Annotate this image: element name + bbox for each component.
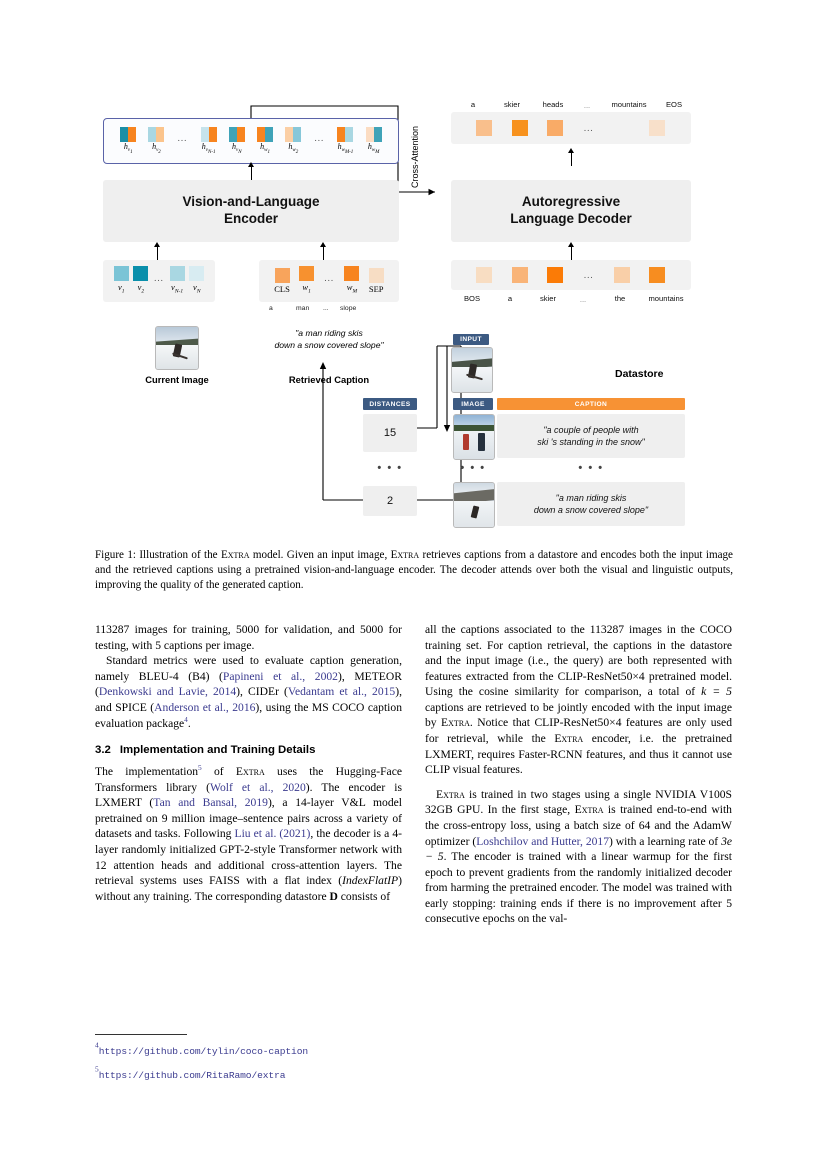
paragraph: 113287 images for training, 5000 for validation, and 5000 for testing, with 5 captions per image. [95,623,402,652]
token-swatch [614,120,630,136]
visual-tokens-arrow [157,246,158,260]
token-swatch [299,266,314,281]
encoder-output-label: $h_{v_2}$ [152,141,161,156]
caption-cell [497,482,685,526]
token-swatch [275,268,290,283]
input-badge: INPUT [453,334,489,345]
body-left-column [95,622,402,904]
citation-link[interactable]: Denkowski and Lavie, 2014 [98,685,237,699]
figure-caption-prefix: Figure 1: [95,549,136,561]
token-swatch [649,267,665,283]
encoder-output-label: $h_{w_1}$ [260,141,270,156]
datastore-image-thumbnail [453,482,495,528]
caption-line-2: down a snow covered slope" [533,505,649,515]
citation-link[interactable]: Liu et al. (2021) [234,827,311,841]
figure-caption: Figure 1: Illustration of the Extra model. Given an input image, Extra retrieves captions from a datastore and encodes both the input image and the retrieved captions using a pretrained vision-and-language encoder. The decoder attends over both the visual and linguistic outputs, improving the quality of the generated caption. [95,549,733,591]
token-label: $w_M$ [346,282,358,296]
decoder-output-token [476,120,492,136]
decoder-output-strip [451,112,691,144]
encoder-output-label: $h_{w_{M-1}}$ [337,141,354,156]
paragraph: Standard metrics were used to evaluate caption generation, namely BLEU-4 (B4) (Papineni et al., 2002), METEOR (Denkowski and Lavie, 2014), CIDEr (Vedantam et al., 2015), and SPICE (Anderson et al., 2016), using the MS COCO caption evaluation package$^4$. [95,654,402,731]
ellipsis-icon: ... [324,273,335,283]
token-swatch [649,120,665,136]
token-swatch [369,268,384,283]
caption-cell [497,414,685,458]
distance-cell: 15 [363,414,417,452]
footnote-4 [95,1038,402,1062]
decoder-input-token [547,267,563,283]
token-swatch [133,266,148,281]
retrieved-caption-line-1: "a man riding skis [295,328,363,338]
token-label: SEP [368,284,384,295]
paragraph: The implementation$^5$ of Extra uses the Hugging-Face Transformers library (Wolf et al., 2020). The encoder is LXMERT (Tan and Bansal, 2019), a 14-layer V&L model pretrained on 9 million image–sentence pairs across a variety of datasets and tasks. Following Liu et al. (2021), the decoder is a 4-layer randomly initialized GPT-2-style Transformer network with 12 attention heads and additional cross-attention layers. The retrieval systems uses FAISS with a flat index (IndexFlatIP) without any training. The corresponding datastore D consists of [95,763,402,903]
decoder-output-token [512,120,528,136]
ellipsis-icon: ... [583,123,594,133]
encoder-output-token [229,127,245,156]
decoder-input-word: a [507,294,513,303]
text-token-strip [259,260,399,302]
token-swatch [547,267,563,283]
decoder-output-token [649,120,665,136]
section-number: 3.2 [95,743,111,756]
text-token-word: man [296,305,310,312]
datastore-image-thumbnail [453,414,495,460]
visual-token [189,266,204,295]
text-token-word: a [269,305,273,312]
datastore-symbol: D [329,889,338,903]
encoder-output-label: $h_{w_M}$ [367,141,380,156]
text-token-word: slope [340,305,357,312]
text-token-word: ... [323,305,329,312]
footnote-number: 4 [95,1040,99,1050]
ellipsis-icon: • • • [460,462,486,474]
input-image-thumbnail [451,347,493,393]
decoder-input-word: mountains [648,294,684,303]
model-name: Extra [220,549,250,561]
token-swatch [170,266,185,281]
caption-line-1: "a man riding skis [555,492,627,503]
embedding-swatch [148,127,164,142]
ellipsis-icon: ... [579,295,587,304]
token-label: $v_2$ [137,282,145,296]
token-swatch [614,267,630,283]
caption-line-2: ski 's standing in the snow" [537,437,645,447]
decoder-output-word: EOS [665,100,683,109]
distance-cell: 2 [363,486,417,516]
ellipsis-icon: ... [154,273,164,283]
decoder-input-word: BOS [463,294,481,303]
text-token [344,266,359,295]
retrieved-caption-text [245,328,413,351]
token-label: $v_N$ [193,282,201,296]
decoder-input-word: the [614,294,626,303]
citation-link[interactable]: Wolf et al., 2020 [209,780,306,794]
retrieved-caption-line-2: down a snow covered slope" [274,339,384,350]
model-name: Extra [441,716,470,730]
decoder-to-output-arrow [571,152,572,166]
encoder-output-token [337,127,353,156]
citation-link[interactable]: Vedantam et al., 2015 [287,685,396,699]
math-inline: k = 5 [701,685,732,699]
decoder-input-token [476,267,492,283]
image-badge: IMAGE [453,398,493,410]
encoder-output-token [201,127,217,156]
decoder-output-word: skier [503,100,521,109]
embedding-swatch [366,127,382,142]
token-swatch [547,120,563,136]
token-swatch [189,266,204,281]
footnote-marker-5[interactable]: 5 [198,763,202,773]
token-label: $v_1$ [117,282,125,296]
footnote-url[interactable]: https://github.com/tylin/coco-caption [98,1046,309,1057]
embedding-swatch [257,127,273,142]
footnote-url[interactable]: https://github.com/RitaRamo/extra [98,1070,286,1081]
embedding-swatch [229,127,245,142]
footnote-number: 5 [95,1064,99,1074]
embedding-swatch [120,127,136,142]
section-title: Implementation and Training Details [119,743,316,756]
decoder-output-token [547,120,563,136]
embedding-swatch [201,127,217,142]
current-image-thumbnail [155,326,199,370]
ellipsis-icon: ... [583,270,594,280]
decoder-input-arrow [571,246,572,260]
token-swatch [512,267,528,283]
token-swatch [344,266,359,281]
decoder-title: Autoregressive Language Decoder [510,194,632,226]
token-label: $w_1$ [302,282,311,296]
footnote-rule [95,1034,187,1035]
caption-badge: CAPTION [497,398,685,410]
ellipsis-icon: ... [177,133,188,143]
ellipsis-icon: • • • [578,462,604,474]
model-name: Extra [235,765,265,779]
photo-person-left [463,434,469,450]
encoder-output-label: $h_{w_2}$ [288,141,299,156]
citation-link[interactable]: Papineni et al., 2002 [222,669,338,683]
embedding-swatch [285,127,301,142]
photo-person-right [478,433,485,451]
model-name: Extra [436,787,465,801]
token-swatch [114,266,129,281]
visual-token [114,266,129,295]
encoder-output-strip [103,118,399,164]
paragraph: Extra is trained in two stages using a single NVIDIA V100S 32GB GPU. In the first stage, Extra is trained end-to-end with the cross-entropy loss, using a batch size of 64 and the AdamW optimizer (Loshchilov and Hutter, 2017) with a learning rate of 3e − 5. The encoder is trained with a linear warmup for the first epoch to prevent gradients from the randomly initialized decoder from harming the pretrained encoder. The model was trained with early stopping: training ends if there is no improvement after 5 consecutive epochs on the val- [425,787,733,926]
decoder-output-token [614,120,630,136]
text-token [299,266,314,295]
encoder-output-token [257,127,273,156]
model-name: Extra [574,803,604,817]
paragraph: all the captions associated to the 113287 images in the COCO training set. For caption retrieval, the captions in the datastore and the input image (i.e., the query) are both represented with features extracted from the CLIP-ResNet50×4 pretrained model. Using the cosine similarity for comparison, a total of k = 5 captions are retrieved to be jointly encoded with the input image by Extra. Notice that CLIP-ResNet50×4 features are only used for retrieval, while the Extra encoder, i.e. the pretrained LXMERT, requires Faster-RCNN features, and thus it cannot use CLIP visual features. [425,623,732,777]
footnotes [95,1034,402,1086]
token-swatch [476,120,492,136]
math-inline: 3e − 5 [425,834,733,864]
encoder-title: Vision-and-Language Encoder [182,194,320,226]
decoder-output-word: heads [542,100,564,109]
embedding-swatch [337,127,353,142]
ellipsis-icon: ... [314,133,325,143]
visual-token-strip [103,260,215,302]
decoder-output-word: a [470,100,476,109]
encoder-to-output-arrow [251,166,252,180]
decoder-input-token [649,267,665,283]
encoder-output-token [120,127,136,156]
retrieved-caption-label: Retrieved Caption [288,374,370,385]
caption-cell-text [534,492,648,516]
text-token [274,268,290,294]
datastore-title: Datastore [615,368,664,380]
encoder-output-token [148,127,164,156]
decoder-input-strip [451,260,691,290]
caption-line-1: "a couple of people with [543,424,639,435]
citation-link[interactable]: Anderson et al., 2016 [154,700,256,714]
body-right-column [425,622,732,927]
vision-language-encoder-box [103,180,399,242]
token-swatch [476,267,492,283]
paragraph-gap [425,778,732,787]
footnote-marker-4[interactable]: 4 [184,715,188,725]
token-label: CLS [274,284,290,295]
ellipsis-icon: • • • [377,462,403,474]
model-name: Extra [390,549,420,561]
model-name: Extra [554,732,584,746]
decoder-input-token [614,267,630,283]
text-tokens-arrow [323,246,324,260]
figure-1-diagram [95,96,735,536]
autoregressive-language-decoder-box [451,180,691,242]
ellipsis-icon: ... [583,101,591,110]
encoder-output-label: $h_{v_{N-1}}$ [201,141,216,156]
encoder-output-label: $h_{v_1}$ [123,141,133,156]
decoder-input-token [512,267,528,283]
token-swatch [512,120,528,136]
decoder-output-word: mountains [611,100,647,109]
citation-link[interactable]: Tan and Bansal, 2019 [153,796,268,810]
text-token [369,268,384,294]
cross-attention-label: Cross-Attention [410,125,420,188]
token-label: $v_{N-1}$ [171,282,184,296]
photo-snow [454,431,494,459]
current-image-label: Current Image [145,374,209,385]
caption-cell-text [537,424,644,448]
encoder-output-label: $h_{v_N}$ [232,141,242,156]
encoder-output-token [285,127,301,156]
section-heading-3-2 [95,743,402,758]
decoder-input-word: skier [539,294,557,303]
footnote-5 [95,1062,402,1086]
visual-token [170,266,185,295]
index-name: IndexFlatIP [342,874,399,888]
visual-token [133,266,148,295]
encoder-output-token [366,127,382,156]
distances-badge: DISTANCES [363,398,417,410]
citation-link[interactable]: Loshchilov and Hutter, 2017 [476,834,610,848]
